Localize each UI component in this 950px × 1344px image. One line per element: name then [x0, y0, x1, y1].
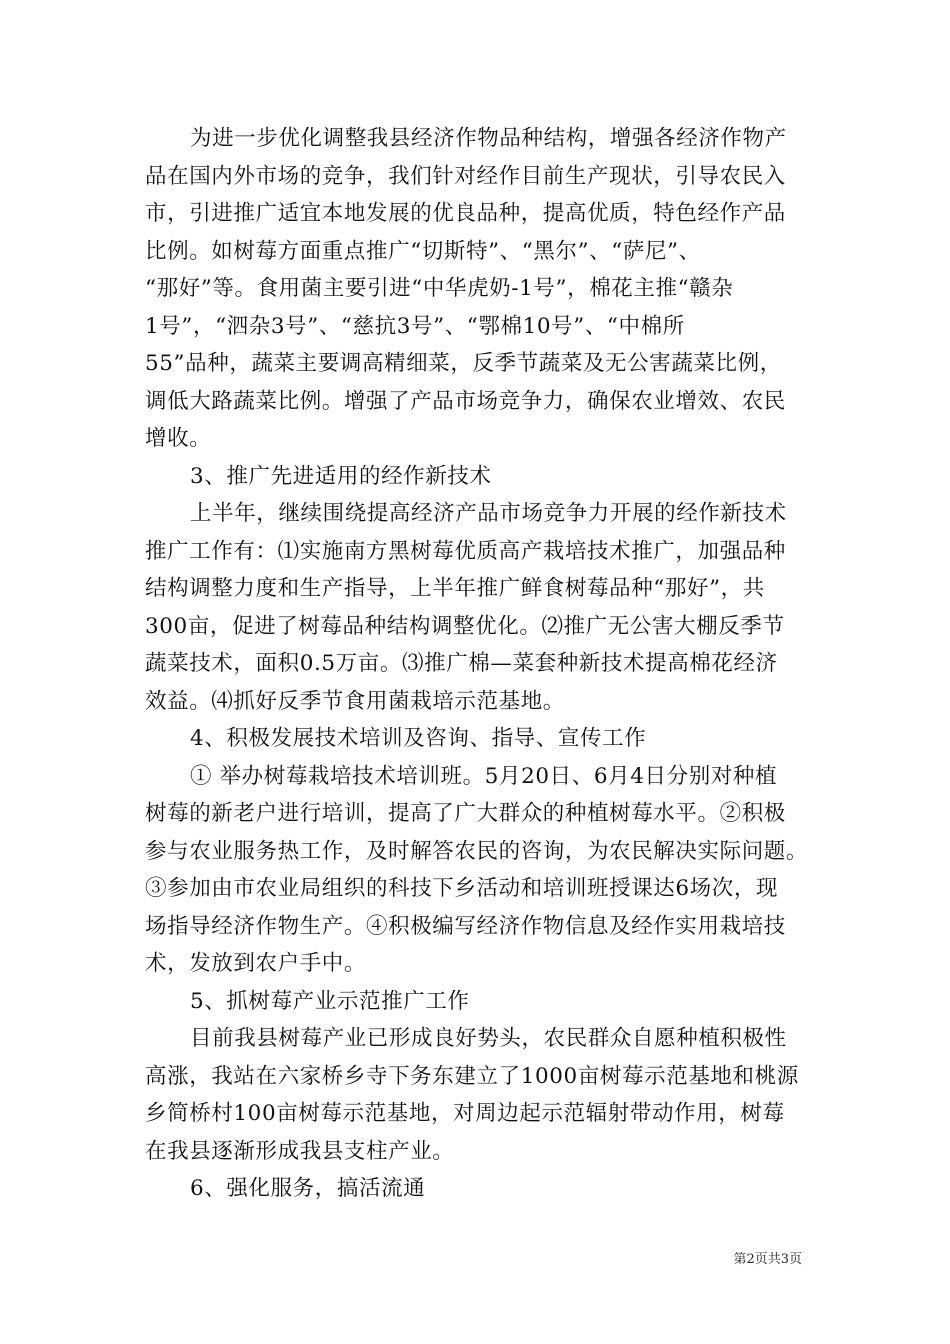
paragraph-line: 树莓的新老户进行培训，提高了广大群众的种植树莓水平。②积极: [145, 801, 786, 826]
section-heading: 3、推广先进适用的经作新技术: [190, 463, 492, 489]
paragraph-line: 1号”，“泗杂3号”、“慈抗3号”、“鄂棉10号”、“中棉所: [145, 313, 685, 339]
paragraph-line: ① 举办树莓栽培技术培训班。5月20日、6月4日分别对种植: [190, 763, 778, 789]
section-heading: 6、强化服务，搞活流通: [190, 1176, 426, 1201]
paragraph-line: 结构调整力度和生产指导，上半年推广鲜食树莓品种“那好”，共: [145, 576, 765, 601]
paragraph-line: 场指导经济作物生产。④积极编写经济作物信息及经作实用栽培技: [145, 913, 786, 939]
paragraph-line: “那好”等。食用菌主要引进“中华虎奶-1号”，棉花主推“赣杂: [145, 276, 734, 301]
paragraph-line: 增收。: [145, 426, 212, 451]
paragraph-line: 300亩，促进了树莓品种结构调整优化。⑵推广无公害大棚反季节: [145, 613, 785, 639]
paragraph-line: 推广工作有：⑴实施南方黑树莓优质高产栽培技术推广，加强品种: [145, 538, 786, 564]
section-heading: 5、抓树莓产业示范推广工作: [190, 988, 470, 1014]
paragraph-line: 效益。⑷抓好反季节食用菌栽培示范基地。: [145, 688, 565, 714]
paragraph-line: 目前我县树莓产业已形成良好势头，农民群众自愿种植积极性: [190, 1026, 787, 1051]
paragraph-line: 乡简桥村100亩树莓示范基地，对周边起示范辐射带动作用，树莓: [145, 1101, 785, 1126]
paragraph-line: 调低大路蔬菜比例。增强了产品市场竞争力，确保农业增效、农民: [145, 388, 786, 414]
page-number-footer: 第2页共3页: [733, 1252, 802, 1267]
paragraph-line: 市，引进推广适宜本地发展的优良品种，提高优质，特色经作产品: [145, 201, 786, 226]
paragraph-line: 参与农业服务热工作，及时解答农民的咨询，为农民解决实际问题。: [145, 838, 809, 864]
paragraph-line: 术，发放到农户手中。: [145, 951, 367, 976]
document-body: [145, 120, 815, 1208]
paragraph-line: 比例。如树莓方面重点推广“切斯特”、“黑尔”、“萨尼”、: [145, 238, 701, 264]
paragraph-line: 55”品种，蔬菜主要调高精细菜，反季节蔬菜及无公害蔬菜比例，: [145, 351, 782, 376]
paragraph-line: 高涨，我站在六家桥乡寺下务东建立了1000亩树莓示范基地和桃源: [145, 1063, 799, 1089]
paragraph-line: ③参加由市农业局组织的科技下乡活动和培训班授课达6场次，现: [145, 876, 779, 901]
paragraph-line: 品在国内外市场的竞争，我们针对经作目前生产现状，引导农民入: [145, 163, 786, 189]
paragraph-line: 蔬菜技术，面积0.5万亩。⑶推广棉—菜套种新技术提高棉花经济: [145, 651, 778, 676]
paragraph-line: 为进一步优化调整我县经济作物品种结构，增强各经济作物产: [190, 126, 787, 151]
paragraph-line: 上半年，继续围绕提高经济产品市场竞争力开展的经作新技术: [190, 501, 787, 526]
section-heading: 4、积极发展技术培训及咨询、指导、宣传工作: [190, 726, 647, 751]
paragraph-line: 在我县逐渐形成我县支柱产业。: [145, 1138, 455, 1164]
